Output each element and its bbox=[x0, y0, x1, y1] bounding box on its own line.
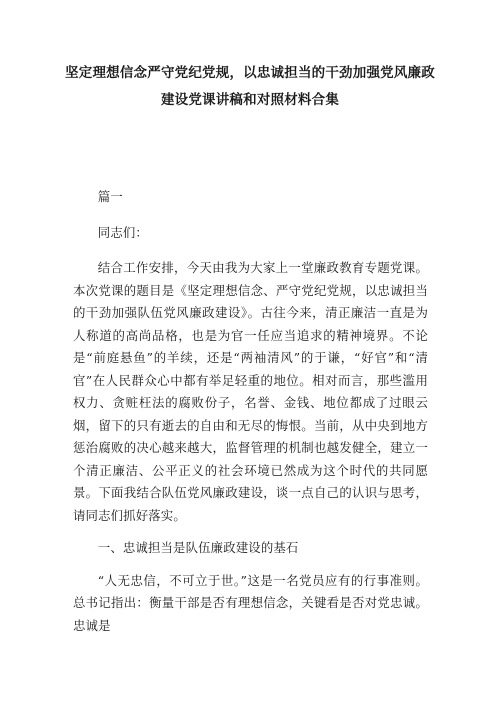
section-label: 篇一 bbox=[97, 189, 123, 204]
salutation: 同志们： bbox=[97, 224, 148, 240]
body-paragraph-1: 结合工作安排，今天由我为大家上一堂廉政教育专题党课。本次党课的题目是《坚定理想信念、严守党纪党规，以忠诚担当的干劲加强队伍党风廉政建设》。古往今来，清正廉洁一直是为人称道的高尚品格，也是为官一任应当追求的精神境界。不论是“前庭悬鱼”的羊续，还是“两袖清风”的于谦，“好官”和“清官”在人民群众心中都有举足轻重的地位。相对而言，那些滥用权力、贪赃枉法的腐败份子，名誉、金钱、地位都成了过眼云烟，留下的只有逝去的自由和无尽的悔恨。当前，从中央到地方惩治腐败的决心越来越大，监督管理的机制也越发健全，建立一个清正廉洁、公平正义的社会环境已然成为这个时代的共同愿景。下面我结合队伍党风廉政建设，谈一点自己的认识与思考，请同志们抓好落实。 bbox=[73, 260, 428, 523]
section-heading-1: 一、忠诚担当是队伍廉政建设的基石 bbox=[97, 540, 299, 555]
body-paragraph-2: “人无忠信，不可立于世。”这是一名党员应有的行事准则。总书记指出：衡量干部是否有理想信念，关键看是否对党忠诚。忠诚是 bbox=[73, 572, 428, 633]
document-body bbox=[73, 186, 428, 637]
document-title: 坚定理想信念严守党纪党规，以忠诚担当的干劲加强党风廉政建设党课讲稿和对照材料合集 bbox=[65, 65, 435, 108]
